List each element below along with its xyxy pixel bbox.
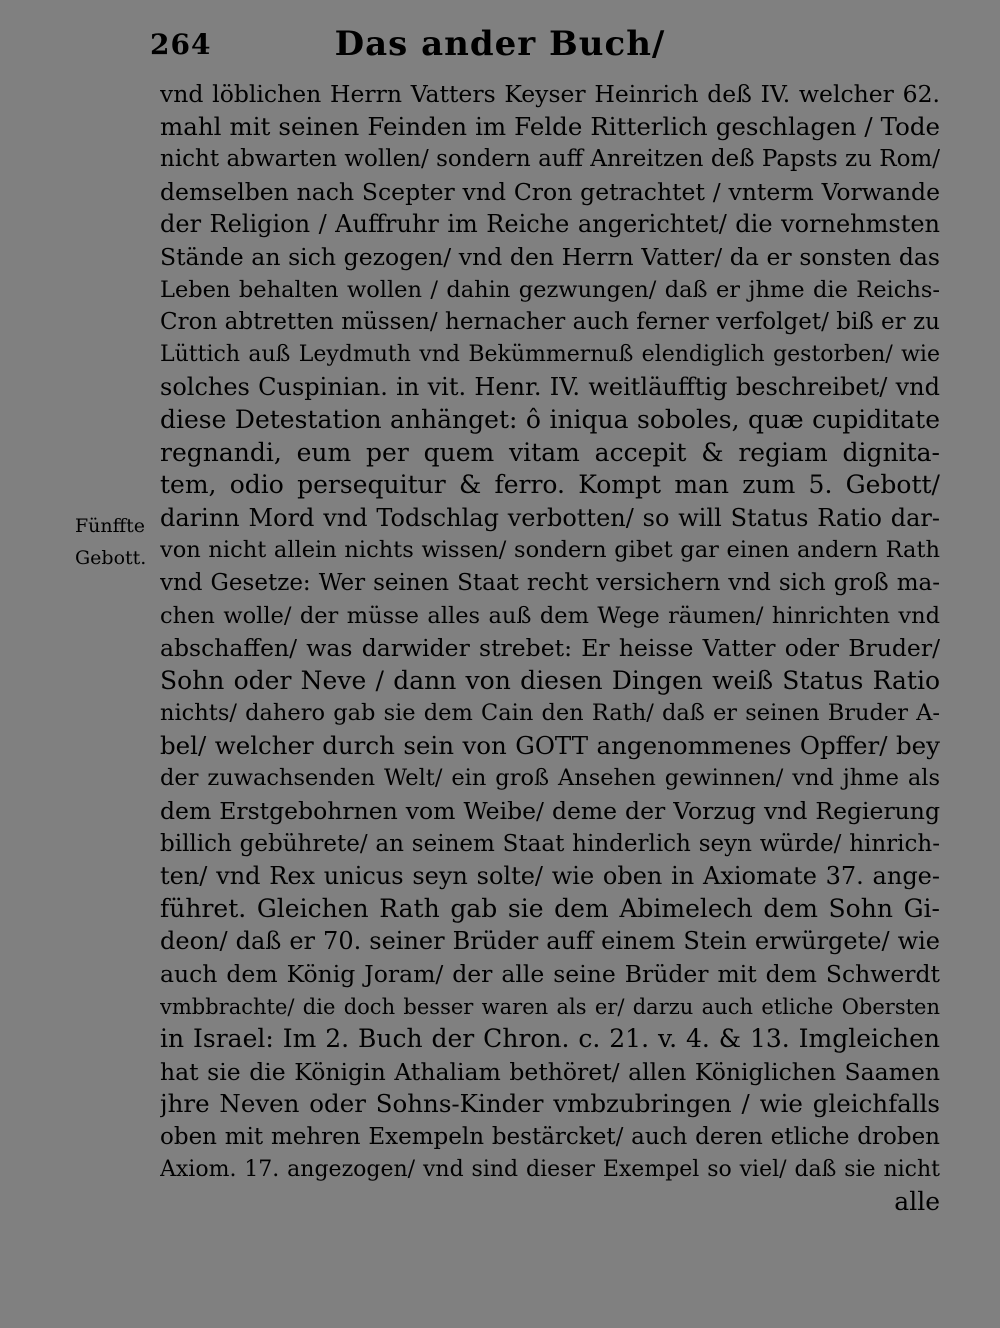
text-line: vnd Gesetze: Wer seinen Staat recht versichern vnd sich groß ma- bbox=[160, 569, 940, 596]
text-line: Cron abtretten müssen/ hernacher auch ferner verfolget/ biß er zu bbox=[160, 309, 940, 336]
margin-note: Gebott. bbox=[75, 547, 147, 569]
text-line: vnd löblichen Herrn Vatters Keyser Heinrich deß IV. welcher 62. bbox=[160, 80, 940, 108]
text-line: demselben nach Scepter vnd Cron getrachtet / vnterm Vorwande bbox=[160, 177, 940, 206]
text-line: ten/ vnd Rex unicus seyn solte/ wie oben in Axiomate 37. ange- bbox=[160, 862, 940, 891]
text-line: der Religion / Auffruhr im Reiche angerichtet/ die vornehmsten bbox=[160, 210, 940, 239]
text-line: chen wolle/ der müsse alles auß dem Wege räumen/ hinrichten vnd bbox=[160, 602, 940, 629]
page-number: 264 bbox=[150, 28, 212, 61]
text-line: regnandi, eum per quem vitam accepit & regiam dignita- bbox=[160, 437, 940, 467]
text-line: nicht abwarten wollen/ sondern auff Anreitzen deß Papsts zu Rom/ bbox=[160, 146, 940, 173]
text-line: diese Detestation anhänget: ô iniqua soboles, quæ cupiditate bbox=[160, 404, 940, 434]
text-line: jhre Neven oder Sohns-Kinder vmbzubringen / wie gleichfalls bbox=[160, 1089, 940, 1119]
text-line: nichts/ dahero gab sie dem Cain den Rath/ daß er seinen Bruder A- bbox=[160, 700, 940, 727]
body-text bbox=[160, 78, 940, 1219]
text-line: auch dem König Joram/ der alle seine Brüder mit dem Schwerdt bbox=[160, 960, 940, 989]
text-line: Stände an sich gezogen/ vnd den Herrn Vatter/ da er sonsten das bbox=[160, 242, 940, 271]
text-line: Leben behalten wollen / dahin gezwungen/ daß er jhme die Reichs- bbox=[160, 276, 940, 303]
text-line: mahl mit seinen Feinden im Felde Ritterlich geschlagen / Tode bbox=[160, 111, 940, 141]
text-line: vmbbrachte/ die doch besser waren als er/ darzu auch etliche Obersten bbox=[160, 994, 940, 1019]
text-line: deon/ daß er 70. seiner Brüder auff einem Stein erwürgete/ wie bbox=[160, 927, 940, 956]
text-line: dem Erstgebohrnen vom Weibe/ deme der Vorzug vnd Regierung bbox=[160, 797, 940, 826]
text-line: von nicht allein nichts wissen/ sondern gibet gar einen andern Rath bbox=[160, 537, 940, 564]
text-line: tem, odio persequitur & ferro. Kompt man zum 5. Gebott/ bbox=[160, 470, 940, 500]
catchword: alle bbox=[894, 1187, 940, 1217]
text-line: in Israel: Im 2. Buch der Chron. c. 21. v. 4. & 13. Imgleichen bbox=[160, 1024, 940, 1054]
text-line: Lüttich auß Leydmuth vnd Bekümmernuß elendiglich gestorben/ wie bbox=[160, 341, 940, 367]
text-line: darinn Mord vnd Todschlag verbotten/ so will Status Ratio dar- bbox=[160, 503, 940, 532]
text-line: bel/ welcher durch sein von GOTT angenommenes Opffer/ bey bbox=[160, 730, 940, 760]
text-line: Axiom. 17. angezogen/ vnd sind dieser Exempel so viel/ daß sie nicht bbox=[160, 1156, 940, 1182]
text-line: der zuwachsenden Welt/ ein groß Ansehen gewinnen/ vnd jhme als bbox=[160, 765, 940, 792]
text-line: solches Cuspinian. in vit. Henr. IV. weitläufftig beschreibet/ vnd bbox=[160, 373, 940, 402]
text-line: Sohn oder Neve / dann von diesen Dingen weiß Status Ratio bbox=[160, 665, 940, 695]
text-line: abschaffen/ was darwider strebet: Er heisse Vatter oder Bruder/ bbox=[160, 634, 940, 663]
margin-note: Fünffte bbox=[75, 515, 146, 537]
text-line: oben mit mehren Exempeln bestärcket/ auch deren etliche droben bbox=[160, 1124, 940, 1150]
text-line: führet. Gleichen Rath gab sie dem Abimelech dem Sohn Gi- bbox=[160, 893, 940, 923]
text-line: hat sie die Königin Athaliam bethöret/ allen Königlichen Saamen bbox=[160, 1057, 940, 1086]
running-title: Das ander Buch/ bbox=[334, 24, 666, 64]
text-line: billich gebührete/ an seinem Staat hinderlich seyn würde/ hinrich- bbox=[160, 830, 940, 857]
